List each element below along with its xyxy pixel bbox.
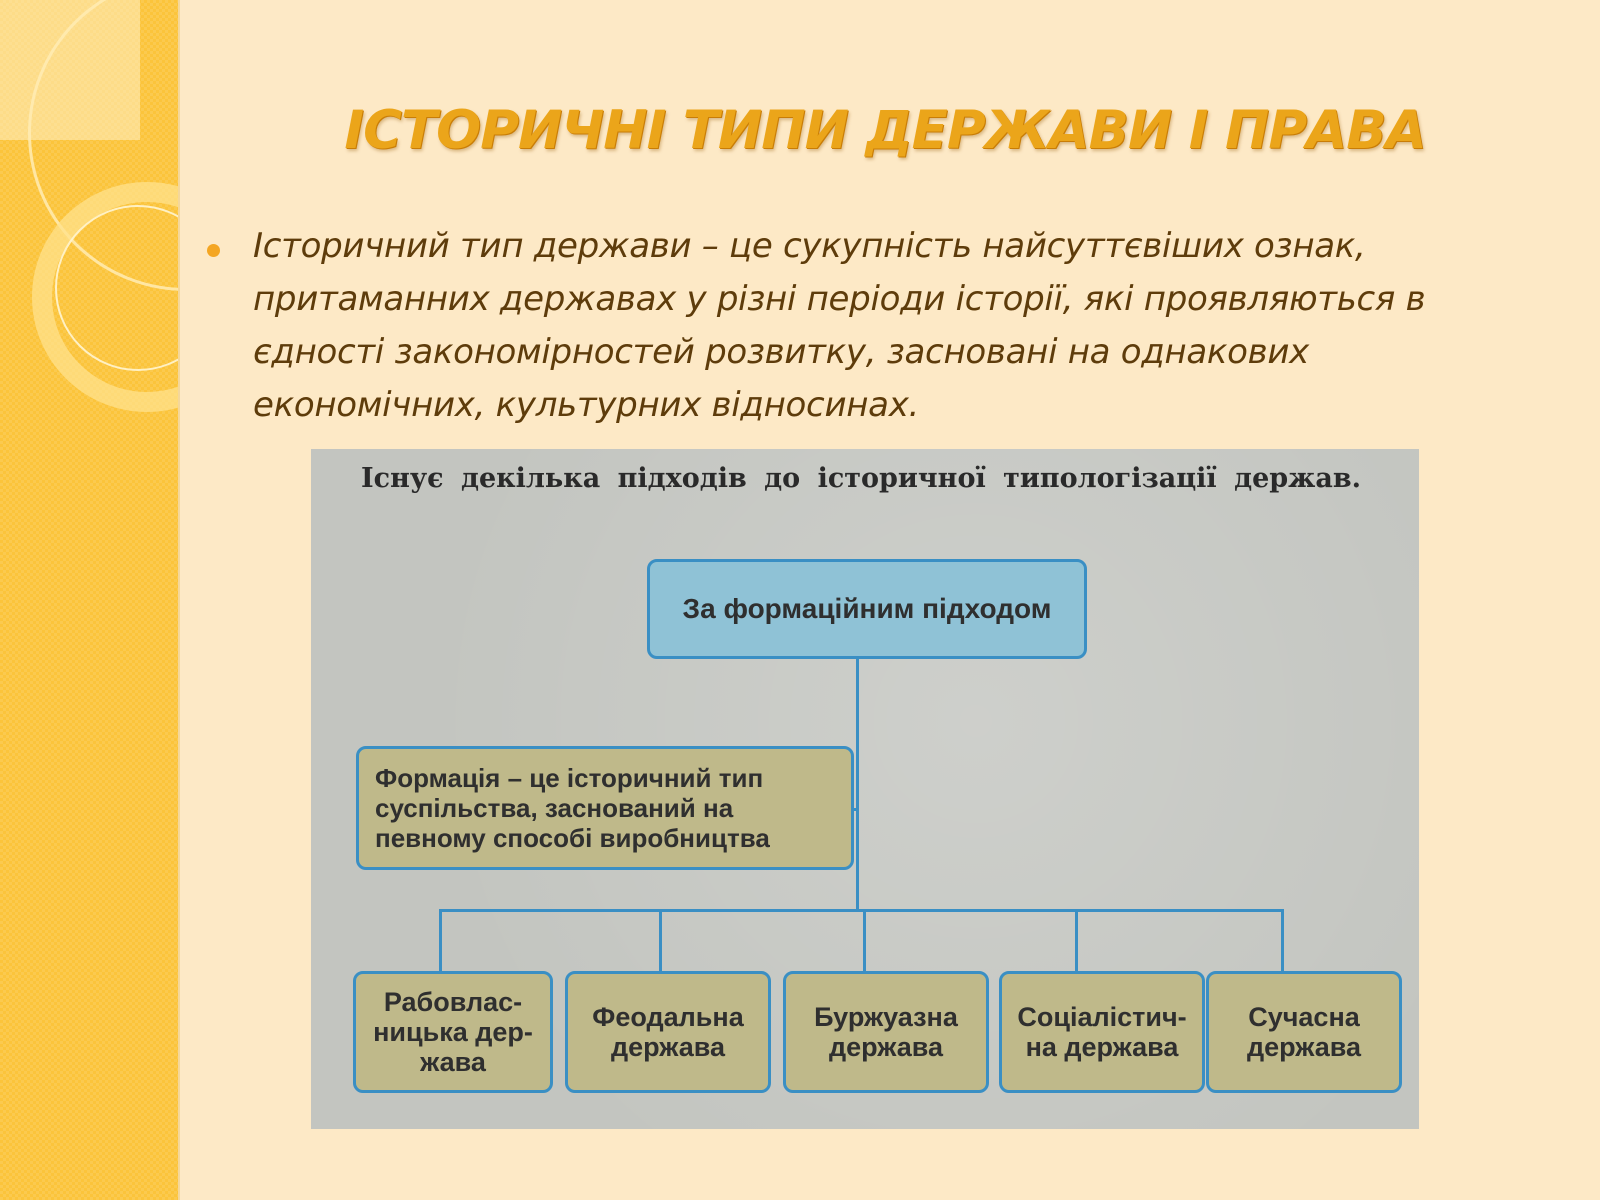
connector-definition bbox=[854, 808, 859, 811]
type-node-modern: Сучасна держава bbox=[1206, 971, 1402, 1093]
connector-leaf-4 bbox=[1075, 909, 1078, 972]
root-node: За формаційним підходом bbox=[647, 559, 1087, 659]
type-node-bourgeois: Буржуазна держава bbox=[783, 971, 989, 1093]
connector-leaf-3 bbox=[863, 909, 866, 972]
type-node-feudal: Феодальна держава bbox=[565, 971, 771, 1093]
definition-paragraph: Історичний тип держави – це сукупність найсуттєвіших ознак, притаманних державах у різні періоди історії, які проявляються в єдності закономірностей розвитку, засновані на однакових економічних, культурних відносинах. bbox=[253, 226, 1426, 425]
connector-horizontal-bar bbox=[439, 909, 1283, 912]
connector-root-trunk bbox=[856, 659, 859, 911]
textbook-scheme-image bbox=[311, 449, 1419, 1129]
type-node-slave-owning: Рабовлас-ницька дер-жава bbox=[353, 971, 553, 1093]
slide-title: ІСТОРИЧНІ ТИПИ ДЕРЖАВИ І ПРАВА bbox=[344, 100, 1426, 161]
side-band-edge bbox=[178, 0, 180, 1200]
connector-leaf-2 bbox=[659, 909, 662, 972]
bullet-icon bbox=[207, 244, 220, 257]
scheme-caption: Існує декілька підходів до історичної типологізації держав. bbox=[361, 463, 1362, 494]
decorative-side-band bbox=[0, 0, 178, 1200]
type-node-socialist: Соціалістич-на держава bbox=[999, 971, 1205, 1093]
connector-leaf-5 bbox=[1281, 909, 1284, 972]
formation-definition-box: Формація – це історичний тип суспільства, заснований на певному способі виробництва bbox=[356, 746, 854, 870]
connector-leaf-1 bbox=[439, 909, 442, 972]
